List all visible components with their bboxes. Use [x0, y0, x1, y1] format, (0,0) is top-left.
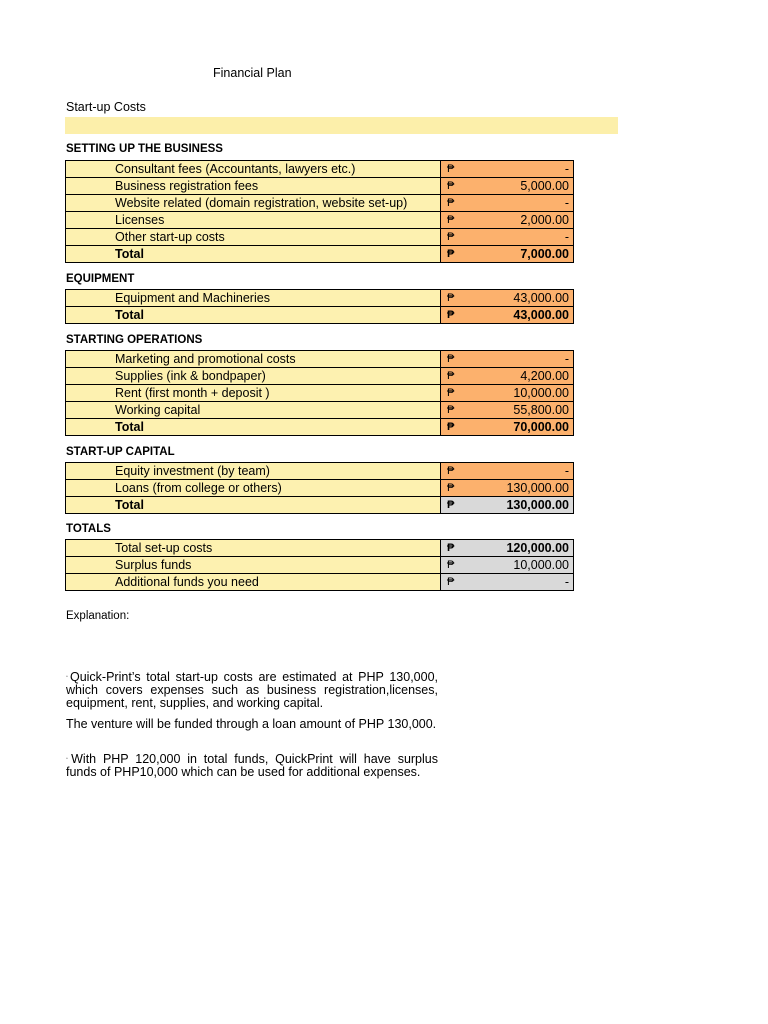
peso-icon: ₱: [441, 161, 452, 178]
row-value: -: [451, 161, 574, 178]
peso-icon: ₱: [441, 540, 452, 557]
total-label: Total: [66, 497, 441, 514]
row-label: Marketing and promotional costs: [66, 351, 441, 368]
row-label: Business registration fees: [66, 178, 441, 195]
peso-icon: ₱: [441, 419, 452, 436]
operations-table: [65, 350, 574, 436]
table-row: [66, 402, 574, 419]
explanation-paragraph: [66, 671, 438, 710]
section-heading-totals: TOTALS: [66, 523, 111, 535]
equipment-table: [65, 289, 574, 324]
row-label: Surplus funds: [66, 557, 441, 574]
table-row: [66, 480, 574, 497]
total-label: Total: [66, 246, 441, 263]
peso-icon: ₱: [441, 212, 452, 229]
row-value: 120,000.00: [451, 540, 574, 557]
peso-icon: ₱: [441, 480, 452, 497]
peso-icon: ₱: [441, 385, 452, 402]
table-row: [66, 368, 574, 385]
peso-icon: ₱: [441, 178, 452, 195]
peso-icon: ₱: [441, 368, 452, 385]
row-label: Total set-up costs: [66, 540, 441, 557]
row-label: Working capital: [66, 402, 441, 419]
table-row: [66, 195, 574, 212]
row-label: Supplies (ink & bondpaper): [66, 368, 441, 385]
totals-table: [65, 539, 574, 591]
section-heading-capital: START-UP CAPITAL: [66, 446, 175, 458]
row-label: Rent (first month + deposit ): [66, 385, 441, 402]
row-value: -: [451, 351, 574, 368]
row-value: -: [451, 574, 574, 591]
table-row: [66, 178, 574, 195]
row-value: 10,000.00: [451, 385, 574, 402]
total-label: Total: [66, 307, 441, 324]
table-row: [66, 574, 574, 591]
startup-costs-heading: Start-up Costs: [66, 100, 146, 114]
row-value: 2,000.00: [451, 212, 574, 229]
total-row: [66, 307, 574, 324]
table-row: [66, 540, 574, 557]
row-label: Website related (domain registration, website set-up): [66, 195, 441, 212]
bullet-icon: ▫: [66, 756, 72, 763]
peso-icon: ₱: [441, 229, 452, 246]
peso-icon: ₱: [441, 497, 452, 514]
table-row: [66, 212, 574, 229]
table-row: [66, 385, 574, 402]
total-value: 130,000.00: [451, 497, 574, 514]
table-row: [66, 463, 574, 480]
table-row: [66, 161, 574, 178]
row-value: 4,200.00: [451, 368, 574, 385]
row-label: Equipment and Machineries: [66, 290, 441, 307]
row-label: Equity investment (by team): [66, 463, 441, 480]
total-label: Total: [66, 419, 441, 436]
row-value: 10,000.00: [451, 557, 574, 574]
section-heading-equipment: EQUIPMENT: [66, 273, 135, 285]
table-row: [66, 229, 574, 246]
explanation-paragraph: [66, 718, 438, 731]
row-value: 130,000.00: [451, 480, 574, 497]
paragraph-text: The venture will be funded through a loan amount of PHP 130,000.: [66, 717, 437, 731]
paragraph-text: Quick-Print’s total start-up costs are estimated at PHP 130,000, which covers expenses such as business registration,licenses, equipment, rent, supplies, and working capital.: [66, 670, 438, 711]
row-label: Loans (from college or others): [66, 480, 441, 497]
row-label: Consultant fees (Accountants, lawyers etc.): [66, 161, 441, 178]
peso-icon: ₱: [441, 463, 452, 480]
section-heading-operations: STARTING OPERATIONS: [66, 334, 203, 346]
total-row: [66, 497, 574, 514]
peso-icon: ₱: [441, 574, 452, 591]
row-value: 5,000.00: [451, 178, 574, 195]
header-band: [65, 117, 618, 134]
table-row: [66, 290, 574, 307]
page-title: Financial Plan: [213, 66, 292, 80]
explanation-label: Explanation:: [66, 610, 130, 622]
paragraph-text: With PHP 120,000 in total funds, QuickPrint will have surplus funds of PHP10,000 which can be used for additional expenses.: [66, 752, 438, 780]
peso-icon: ₱: [441, 557, 452, 574]
total-row: [66, 419, 574, 436]
table-row: [66, 351, 574, 368]
total-value: 7,000.00: [451, 246, 574, 263]
peso-icon: ₱: [441, 290, 452, 307]
row-label: Additional funds you need: [66, 574, 441, 591]
peso-icon: ₱: [441, 195, 452, 212]
row-value: -: [451, 463, 574, 480]
row-value: -: [451, 229, 574, 246]
row-label: Licenses: [66, 212, 441, 229]
peso-icon: ₱: [441, 307, 452, 324]
row-label: Other start-up costs: [66, 229, 441, 246]
row-value: -: [451, 195, 574, 212]
setup-table: [65, 160, 574, 263]
total-value: 43,000.00: [451, 307, 574, 324]
total-value: 70,000.00: [451, 419, 574, 436]
row-value: 43,000.00: [451, 290, 574, 307]
peso-icon: ₱: [441, 402, 452, 419]
bullet-icon: ▫: [66, 674, 70, 681]
capital-table: [65, 462, 574, 514]
explanation-paragraph: [66, 753, 438, 779]
peso-icon: ₱: [441, 246, 452, 263]
table-row: [66, 557, 574, 574]
total-row: [66, 246, 574, 263]
peso-icon: ₱: [441, 351, 452, 368]
row-value: 55,800.00: [451, 402, 574, 419]
section-heading-setup: SETTING UP THE BUSINESS: [66, 143, 223, 155]
